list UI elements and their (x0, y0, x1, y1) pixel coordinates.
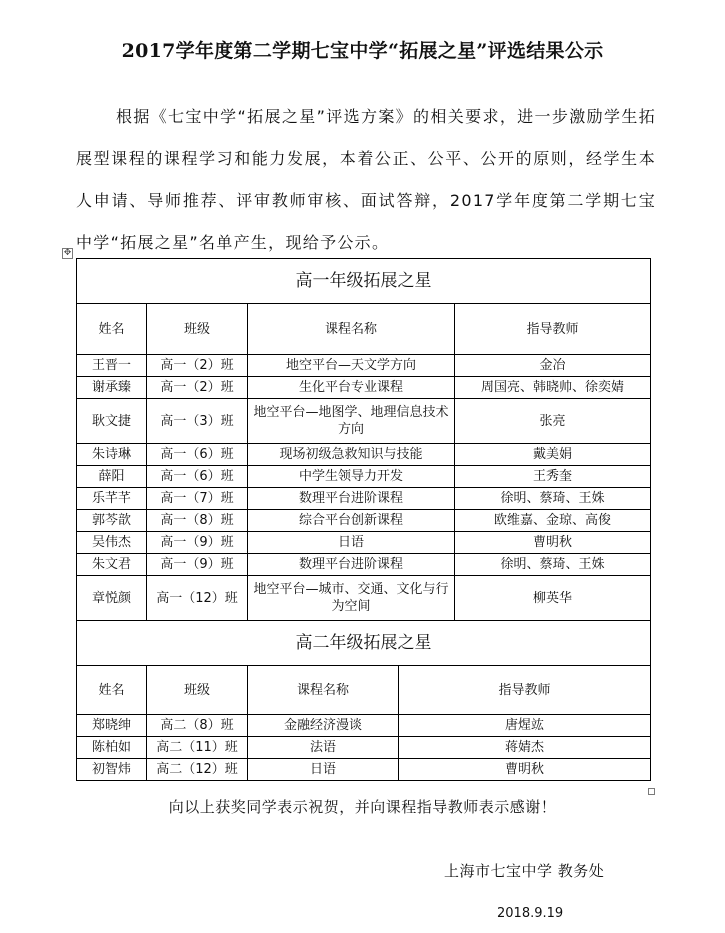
student-class: 高一（6）班 (147, 466, 248, 488)
grade2-heading: 高二年级拓展之星 (77, 621, 651, 666)
course-name: 生化平台专业课程 (248, 377, 455, 399)
student-class: 高一（9）班 (147, 554, 248, 576)
advisor-names: 曹明秋 (455, 532, 651, 554)
table-row (77, 576, 651, 621)
table-row (77, 444, 651, 466)
course-name: 地空平台—地图学、地理信息技术方向 (248, 399, 455, 444)
col-header-name: 姓名 (77, 666, 147, 715)
student-class: 高一（8）班 (147, 510, 248, 532)
student-class: 高二（11）班 (147, 737, 248, 759)
table-resize-handle[interactable] (648, 788, 655, 795)
closing-note: 向以上获奖同学表示祝贺，并向课程指导教师表示感谢！ (168, 798, 557, 816)
table-row (77, 377, 651, 399)
table-row (77, 554, 651, 576)
course-name: 金融经济漫谈 (248, 715, 399, 737)
table-row (77, 399, 651, 444)
student-name: 郭芩歆 (77, 510, 147, 532)
advisor-names: 张亮 (455, 399, 651, 444)
table-row (77, 510, 651, 532)
course-name: 地空平台—天文学方向 (248, 355, 455, 377)
student-name: 王晋一 (77, 355, 147, 377)
advisor-names: 唐煋竑 (399, 715, 651, 737)
course-name: 日语 (248, 532, 455, 554)
course-name: 综合平台创新课程 (248, 510, 455, 532)
col-header-course: 课程名称 (248, 666, 399, 715)
student-class: 高二（12）班 (147, 759, 248, 781)
results-table (76, 258, 651, 781)
advisor-names: 蒋婧杰 (399, 737, 651, 759)
student-name: 乐芊芊 (77, 488, 147, 510)
student-name: 吴伟杰 (77, 532, 147, 554)
student-class: 高一（7）班 (147, 488, 248, 510)
student-name: 朱诗琳 (77, 444, 147, 466)
intro-paragraph: 根据《七宝中学“拓展之星”评选方案》的相关要求，进一步激励学生拓展型课程的课程学习和能力发展，本着公正、公平、公开的原则，经学生本人申请、导师推荐、评审教师审核、面试答辩，2017学年度第二学期七宝中学“拓展之星”名单产生，现给予公示。 (76, 107, 656, 252)
col-header-name: 姓名 (77, 304, 147, 355)
grade1-header-row (77, 304, 651, 355)
student-class: 高一（2）班 (147, 377, 248, 399)
grade2-header-row (77, 666, 651, 715)
col-header-class: 班级 (147, 666, 248, 715)
course-name: 法语 (248, 737, 399, 759)
student-name: 薛阳 (77, 466, 147, 488)
student-name: 陈柏如 (77, 737, 147, 759)
issue-date: 2018.9.19 (497, 906, 564, 921)
student-name: 郑晓绅 (77, 715, 147, 737)
table-row (77, 759, 651, 781)
course-name: 地空平台—城市、交通、文化与行为空间 (248, 576, 455, 621)
course-name: 日语 (248, 759, 399, 781)
col-header-class: 班级 (147, 304, 248, 355)
table-row (77, 355, 651, 377)
student-class: 高一（6）班 (147, 444, 248, 466)
table-row (77, 532, 651, 554)
advisor-names: 王秀奎 (455, 466, 651, 488)
student-name: 初智炜 (77, 759, 147, 781)
move-arrows-icon[interactable]: ✥ (63, 248, 72, 258)
advisor-names: 戴美娟 (455, 444, 651, 466)
issuer-signature: 上海市七宝中学 教务处 (444, 862, 605, 880)
course-name: 数理平台进阶课程 (248, 554, 455, 576)
student-name: 朱文君 (77, 554, 147, 576)
student-class: 高一（9）班 (147, 532, 248, 554)
page-title: 2017学年度第二学期七宝中学“拓展之星”评选结果公示 (121, 40, 604, 62)
student-class: 高一（3）班 (147, 399, 248, 444)
table-row (77, 466, 651, 488)
col-header-teacher: 指导教师 (455, 304, 651, 355)
advisor-names: 徐明、蔡琦、王姝 (455, 554, 651, 576)
course-name: 数理平台进阶课程 (248, 488, 455, 510)
col-header-course: 课程名称 (248, 304, 455, 355)
advisor-names: 徐明、蔡琦、王姝 (455, 488, 651, 510)
student-name: 谢承臻 (77, 377, 147, 399)
student-class: 高一（2）班 (147, 355, 248, 377)
student-name: 章悦颜 (77, 576, 147, 621)
table-row (77, 737, 651, 759)
table-row (77, 488, 651, 510)
advisor-names: 金冶 (455, 355, 651, 377)
grade1-heading: 高一年级拓展之星 (77, 259, 651, 304)
advisor-names: 周国亮、韩晓帅、徐奕婧 (455, 377, 651, 399)
advisor-names: 柳英华 (455, 576, 651, 621)
student-name: 耿文捷 (77, 399, 147, 444)
student-class: 高一（12）班 (147, 576, 248, 621)
student-class: 高二（8）班 (147, 715, 248, 737)
col-header-teacher: 指导教师 (399, 666, 651, 715)
advisor-names: 欧维嘉、金琼、高俊 (455, 510, 651, 532)
course-name: 中学生领导力开发 (248, 466, 455, 488)
advisor-names: 曹明秋 (399, 759, 651, 781)
table-row (77, 715, 651, 737)
course-name: 现场初级急救知识与技能 (248, 444, 455, 466)
